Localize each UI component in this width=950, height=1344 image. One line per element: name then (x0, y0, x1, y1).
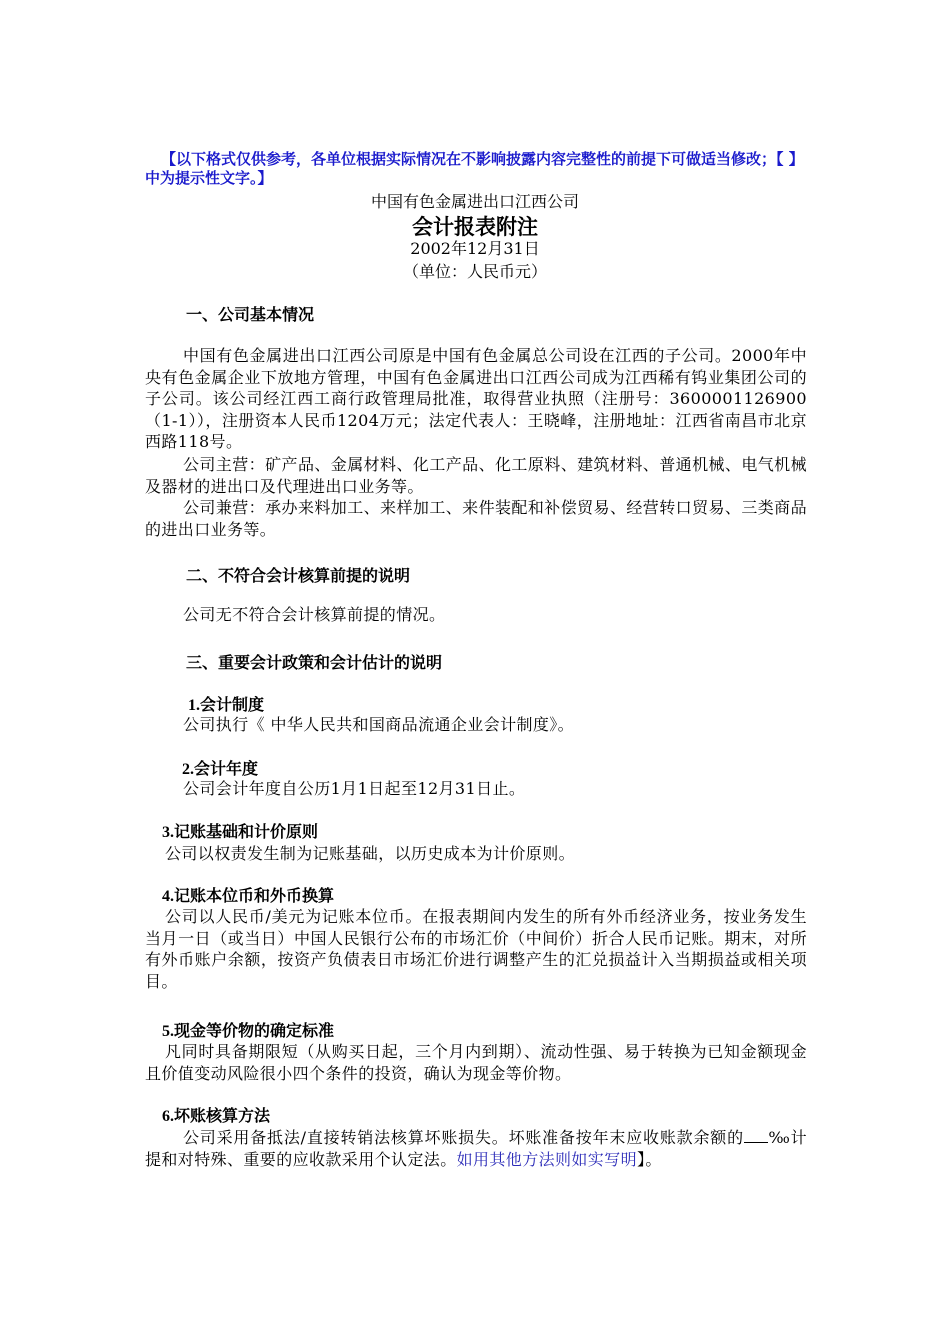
company-name: 中国有色金属进出口江西公司 (370, 192, 579, 211)
secondary-business-paragraph: 公司兼营：承办来料加工、来样加工、来件装配和补偿贸易、经营转口贸易、三类商品的进出口业务等。 (145, 498, 807, 539)
item-text-6 (145, 1127, 807, 1170)
item-title-3: 3.记账基础和计价原则 (162, 824, 319, 841)
section-heading-1: 一、公司基本情况 (186, 305, 315, 324)
item-title-6: 6.坏账核算方法 (162, 1108, 271, 1125)
currency-unit: （单位：人民币元） (402, 262, 547, 281)
item-text-6-part-b: ‰计提和对特殊、重要的应收款采用个认定法。 (145, 1128, 807, 1169)
premise-paragraph: 公司无不符合会计核算前提的情况。 (183, 605, 446, 624)
item-title-4: 4.记账本位币和外币换算 (162, 888, 335, 905)
blank-underline (744, 1128, 768, 1143)
section-heading-3: 三、重要会计政策和会计估计的说明 (186, 653, 443, 672)
item-text-4: 公司以人民币/美元为记账本位币。在报表期间内发生的所有外币经济业务，按业务发生当月一日（或当日）中国人民银行公布的市场汇价（中间价）折合人民币记账。期末，对所有外币账户余额，按资产负债表日市场汇价进行调整产生的汇兑损益计入当期损益或相关项目。 (145, 907, 807, 991)
guidance-note: 【以下格式仅供参考，各单位根据实际情况在不影响披露内容完整性的前提下可做适当修改；【 】中为提示性文字。】 (145, 150, 804, 187)
item-title-2: 2.会计年度 (182, 761, 259, 778)
item-text-2: 公司会计年度自公历1月1日起至12月31日止。 (183, 779, 526, 798)
item-text-1: 公司执行《 中华人民共和国商品流通企业会计制度》。 (183, 715, 575, 734)
item-text-5: 凡同时具备期限短（从购买日起，三个月内到期）、流动性强、易于转换为已知金额现金且价值变动风险很小四个条件的投资，确认为现金等价物。 (145, 1042, 807, 1083)
item-title-5: 5.现金等价物的确定标准 (162, 1023, 335, 1040)
item-text-6-part-c: 】。 (637, 1149, 662, 1169)
document-title: 会计报表附注 (412, 214, 538, 239)
company-intro-paragraph: 中国有色金属进出口江西公司原是中国有色金属总公司设在江西的子公司。2000年中央有色金属企业下放地方管理，中国有色金属进出口江西公司成为江西稀有钨业集团公司的子公司。该公司经江西工商行政管理局批准，取得营业执照（注册号：3600001126900（1-1）），注册资本人民币1204万元；法定代表人：王晓峰，注册地址：江西省南昌市北京西路118号。 (145, 346, 807, 451)
report-date: 2002年12月31日 (410, 239, 540, 258)
item-text-6-part-a: 公司采用备抵法/直接转销法核算坏账损失。坏账准备按年末应收账款余额的 (183, 1128, 744, 1147)
section-heading-2: 二、不符合会计核算前提的说明 (186, 566, 411, 585)
main-business-paragraph: 公司主营：矿产品、金属材料、化工产品、化工原料、建筑材料、普通机械、电气机械及器材的进出口及代理进出口业务等。 (145, 455, 807, 496)
item-text-6-hint: 如用其他方法则如实写明 (456, 1149, 638, 1169)
item-title-1: 1.会计制度 (188, 697, 265, 714)
item-text-3: 公司以权责发生制为记账基础，以历史成本为计价原则。 (165, 844, 576, 863)
